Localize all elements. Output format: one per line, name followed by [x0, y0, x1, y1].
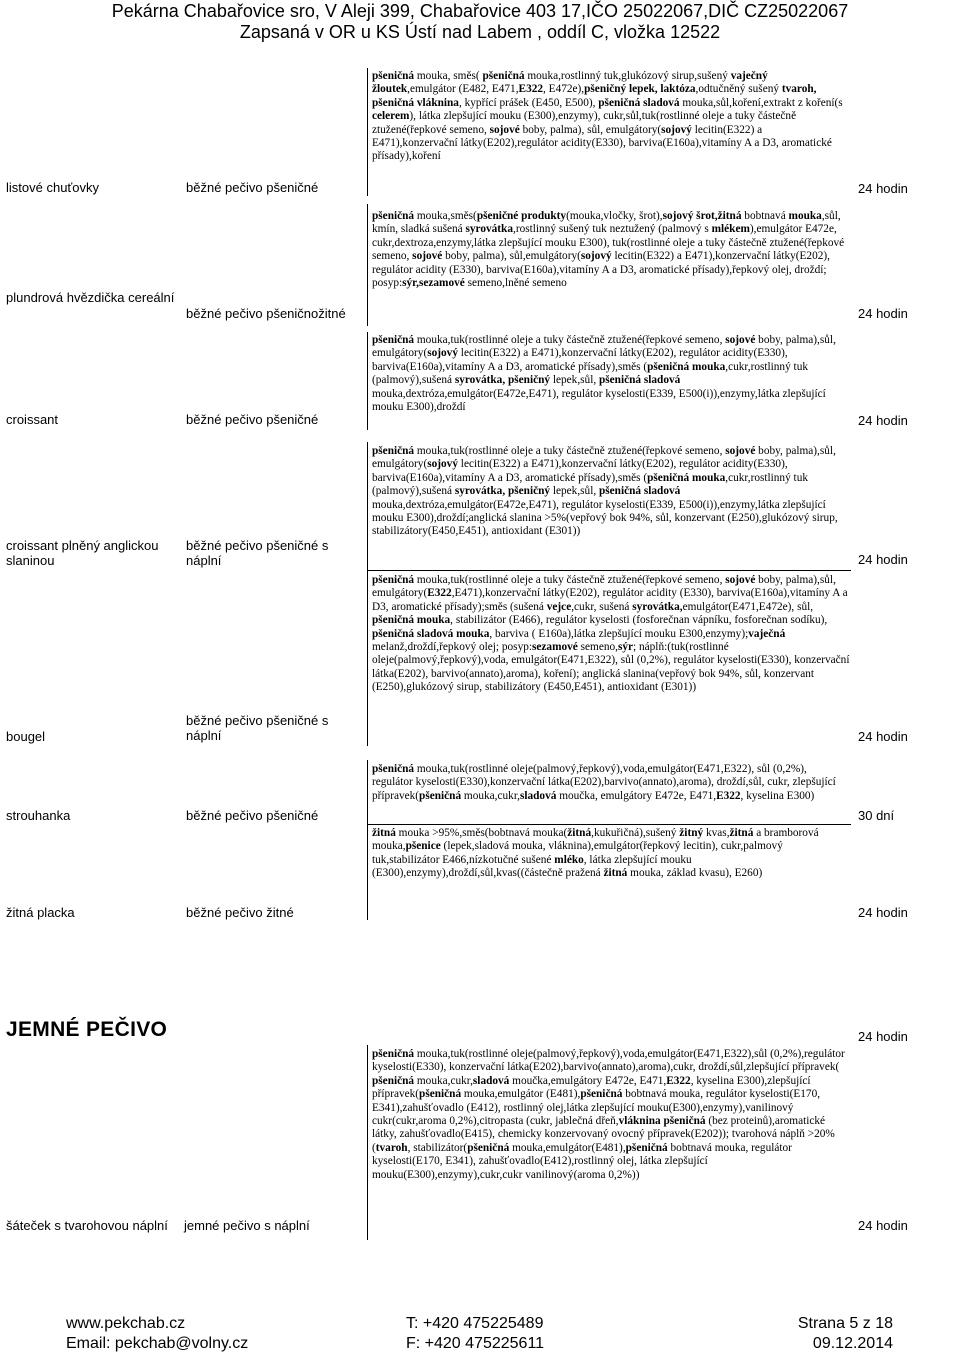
product-name: listové chuťovky	[6, 180, 100, 195]
product-name: bougel	[6, 729, 46, 744]
product-category: běžné pečivo žitné	[186, 905, 294, 920]
product-category: běžné pečivo pšeničnožitné	[186, 306, 346, 321]
footer-website[interactable]: www.pekchab.cz	[66, 1315, 186, 1332]
ingredients-text: pšeničná mouka,tuk(rostlinné oleje a tuky částečně ztužené(řepkové semeno, sojové boby, palma),sůl, emulgátory(sojový lecitin(E322) a E471),konzervační látky(E202), regulátor acidity(E330), barviva(E160a),vitamíny A a D3, aromatické přísady),směs (pšeničná mouka,cukr,rostlinný tuk (palmový),sušená syrovátka, pšeničný lepek,sůl, pšeničná sladová mouka,dextróza,emulgátor(E472e,E471), regulátor kyselosti(E339, E500(i)),enzymy,látka zlepšující mouku E300),droždí;anglická slanina >5%(vepřový bok 94%, sůl, konzervant (E250),glukózový sirup, stabilizátory(E450,E451), antioxidant (E301))	[372, 445, 838, 538]
footer-page-info	[798, 1314, 893, 1354]
document-date: 09.12.2014	[812, 1335, 893, 1352]
shelf-life: 30 dní	[858, 808, 895, 823]
product-name: žitná placka	[6, 905, 75, 920]
company-header	[0, 0, 960, 43]
section-title: JEMNÉ PEČIVO	[6, 1018, 168, 1041]
column-divider	[367, 332, 368, 430]
shelf-life: 24 hodin	[858, 552, 908, 567]
product-category: běžné pečivo pšeničné	[186, 412, 319, 427]
footer-contact-web	[66, 1314, 248, 1354]
ingredients-text: pšeničná mouka, směs( pšeničná mouka,rostlinný tuk,glukózový sirup,sušený vaječný žloutek,emulgátor (E482, E471,E322, E472e),pšeničný lepek, laktóza,odtučněný sušený tvaroh, pšeničná vláknina, kypřící prášek (E450, E500), pšeničná sladová mouka,sůl,koření,extrakt z koření(s celerem), látka zlepšující mouku (E300),enzymy), cukr,sůl,tuk(rostlinné oleje a tuky částečně ztužené(řepkové semeno, sojové boby, palma), sůl, emulgátory(sojový lecitin(E322) a E471),konzervační látky(E202),regulátor acidity(E330), barviva(E160a),vitamíny A a D3, aromatické přísady),koření	[372, 70, 843, 163]
ingredients-text: žitná mouka >95%,směs(bobtnavá mouka(žitná,kukuřičná),sušený žitný kvas,žitná a bramborová mouka,pšenice (lepek,sladová mouka, vláknina),emulgátor(řepkový lecitin), cukr,palmový tuk,stabilizátor E466,nízkotučné sušené mléko, látka zlepšující mouku (E300),enzymy),droždí,sůl,kvas((částečně pražená žitná mouka, základ kvasu), E260)	[372, 827, 819, 880]
ingredients-text: pšeničná mouka,tuk(rostlinné oleje a tuky částečně ztužené(řepkové semeno, sojové boby, palma),sůl, emulgátory(sojový lecitin(E322) a E471),konzervační látky(E202), regulátor acidity(E330), barviva(E160a),vitamíny A a D3, aromatické přísady),směs (pšeničná mouka,cukr,rostlinný tuk (palmový),sušená syrovátka, pšeničný lepek,sůl, pšeničná sladová mouka,dextróza,emulgátor(E472e,E471), regulátor kyselosti(E339, E500(i)),enzymy,látka zlepšující mouku E300),droždí	[372, 334, 836, 414]
shelf-life: 24 hodin	[858, 729, 908, 744]
shelf-life: 24 hodin	[858, 413, 908, 428]
column-divider	[367, 760, 368, 920]
ingredients-text: pšeničná mouka,tuk(rostlinné oleje a tuky částečně ztužené(řepkové semeno, sojové boby, palma),sůl, emulgátory(E322,E471),konzervační látky(E202), regulátor acidity (E330), barviva(E160a),vitamíny A a D3, aromatické přísady);směs (sušená vejce,cukr, sušená syrovátka,emulgátor(E471,E472e), sůl, pšeničná mouka, stabilizátor (E466), regulátor kyselosti (fosforečnan vápníku, fosforečnan sodíku), pšeničná sladová mouka, barviva ( E160a),látka zlepšující mouku E300,enzymy);vaječná melanž,droždí,řepkový olej; posyp:sezamové semeno,sýr; náplň:(tuk(rostlinné oleje(palmový,řepkový),voda, emulgátor(E471,E322), sůl (0,2%), regulátor kyselosti(E330), konzervační látka(E202), barvivo(annato),aroma), koření); anglická slanina(vepřový bok 94%, sůl, konzervant (E250),glukózový sirup, stabilizátory (E450,E451), antioxidant (E301))	[372, 574, 850, 694]
product-category: jemné pečivo s náplní	[184, 1218, 310, 1233]
product-name: croissant plněný anglickou slaninou	[6, 538, 159, 568]
shelf-life: 24 hodin	[858, 1218, 908, 1233]
column-divider	[367, 68, 368, 196]
product-category: běžné pečivo pšeničné	[186, 180, 319, 195]
product-name: plundrová hvězdička cereální	[6, 290, 175, 305]
footer-phone: T: +420 475225489	[406, 1315, 544, 1332]
product-name: šáteček s tvarohovou náplní	[6, 1218, 168, 1233]
product-category: běžné pečivo pšeničné	[186, 808, 319, 823]
footer-contact-phone	[406, 1314, 544, 1354]
product-name: strouhanka	[6, 808, 71, 823]
product-category: běžné pečivo pšeničné s náplní	[186, 538, 329, 568]
ingredients-text: pšeničná mouka,směs(pšeničné produkty(mouka,vločky, šrot),sojový šrot,žitná bobtnavá mouka,sůl, kmín, sladká sušená syrovátka,rostlinný sušený tuk neztužený (palmový s mlékem),emulgátor E472e, cukr,dextroza,enzymy,látka zlepšující mouku E300), tuk(rostlinné oleje a tuky částečně ztužené(řepkové semeno, sojové boby, palma), sůl,emulgátory(sojový lecitin(E322) a E471),konzervační látky(E202), regulátor acidity (E330), barviva(E160a),vitamíny A a D3, aromatické přísady),řepkový olej, droždí; posyp:sýr,sezamové semeno,lněné semeno	[372, 210, 845, 290]
shelf-life: 24 hodin	[858, 181, 908, 196]
shelf-life: 24 hodin	[858, 306, 908, 321]
footer-email[interactable]: Email: pekchab@volny.cz	[66, 1335, 249, 1352]
page-number: Strana 5 z 18	[797, 1315, 893, 1332]
company-registration: Zapsaná v OR u KS Ústí nad Labem , oddíl C, vložka 12522	[239, 22, 721, 42]
product-name: croissant	[6, 412, 59, 427]
row-divider	[367, 824, 851, 825]
ingredients-text: pšeničná mouka,tuk(rostlinné oleje(palmový,řepkový),voda,emulgátor(E471,E322), sůl (0,2%), regulátor kyselosti(E330),konzervační látka(E202),barvivo(annato),aroma), droždí,sůl, cukr, zlepšující přípravek(pšeničná mouka,cukr,sladová moučka, emulgátory E472e, E471,E322, kyselina E300)	[372, 763, 836, 802]
footer-fax: F: +420 475225611	[406, 1335, 545, 1352]
row-divider	[367, 570, 851, 571]
ingredients-text: pšeničná mouka,tuk(rostlinné oleje(palmový,řepkový),voda,emulgátor(E471,E322),sůl (0,2%),regulátor kyselosti(E330), konzervační látka(E202),barvivo(annato),aroma),cukr, droždí,sůl,zlepšující přípravek( pšeničná mouka,cukr,sladová moučka,emulgátory E472e, E471,E322, kyselina E300),zlepšující přípravek(pšeničná mouka,emulgátor (E481),pšeničná bobtnavá mouka, regulátor kyselosti(E170, E341),zahušťovadlo (E412), rostlinný olej,látka zlepšující mouku(E300),enzymy),vanilinový cukr(cukr,aroma 0,2%),citropasta (cukr, jablečná dřeň,vláknina pšeničná (bez proteinů),aromatické látky, zahušťovadlo(E415), chemicky konzervovaný ovocný přípravek(E202)); tvarohová náplň >20%(tvaroh, stabilizátor(pšeničná mouka,emulgátor(E481),pšeničná bobtnavá mouka, regulátor kyselosti(E170, E341), zahušťovadlo(E412),rostlinný olej, látka zlepšující mouku(E300),enzymy),cukr,cukr vanilinový(aroma 0,2%))	[372, 1048, 845, 1181]
shelf-life: 24 hodin	[858, 1029, 908, 1044]
column-divider	[367, 442, 368, 746]
shelf-life: 24 hodin	[858, 905, 908, 920]
product-category: běžné pečivo pšeničné s náplní	[186, 713, 329, 743]
company-address: Pekárna Chabařovice sro, V Aleji 399, Chabařovice 403 17,IČO 25022067,DIČ CZ25022067	[111, 1, 849, 21]
column-divider	[367, 204, 368, 326]
column-divider	[367, 1045, 368, 1240]
